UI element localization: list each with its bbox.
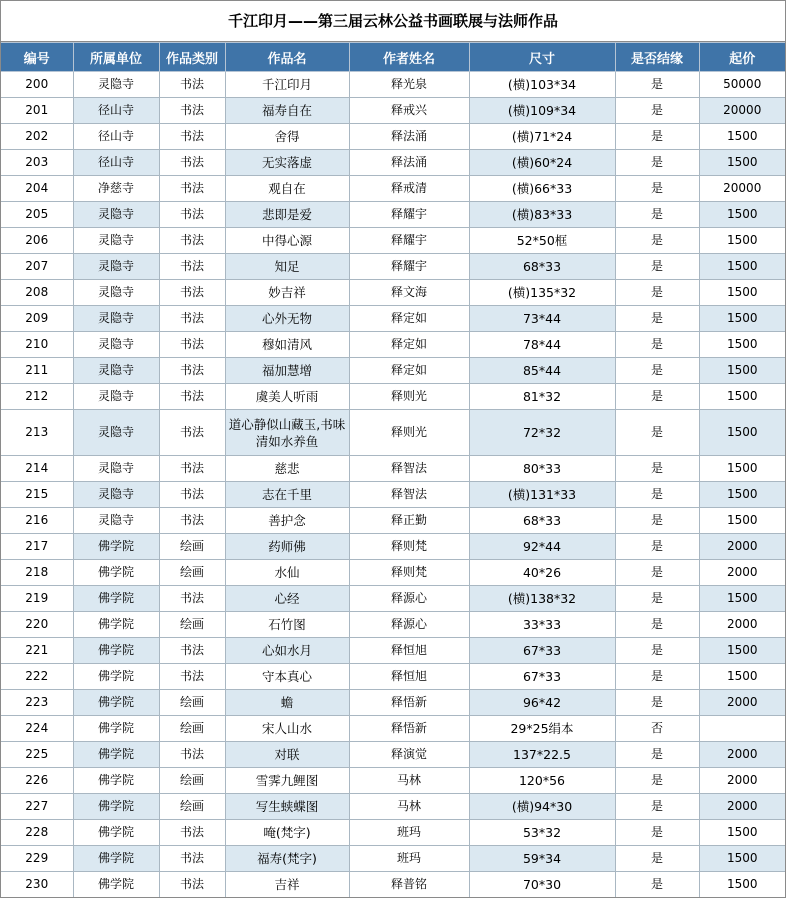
cell-author[interactable]: 释耀宇 [349, 254, 469, 280]
cell-unit[interactable]: 径山寺 [73, 98, 159, 124]
cell-price[interactable]: 1500 [699, 254, 785, 280]
cell-unit[interactable]: 灵隐寺 [73, 456, 159, 482]
cell-id[interactable]: 222 [1, 664, 73, 690]
cell-price[interactable]: 1500 [699, 872, 785, 898]
cell-price[interactable]: 1500 [699, 124, 785, 150]
cell-id[interactable]: 224 [1, 716, 73, 742]
cell-author[interactable]: 释源心 [349, 612, 469, 638]
cell-author[interactable]: 释恒旭 [349, 664, 469, 690]
table-row [1, 872, 785, 898]
cell-unit[interactable]: 灵隐寺 [73, 254, 159, 280]
cell-author[interactable]: 释耀宇 [349, 202, 469, 228]
cell-author[interactable]: 马林 [349, 794, 469, 820]
cell-yn[interactable]: 是 [615, 820, 699, 846]
column-header-price[interactable]: 起价 [699, 43, 785, 72]
cell-author[interactable]: 释正勤 [349, 508, 469, 534]
artwork-table [1, 42, 785, 898]
cell-size[interactable]: 85*44 [469, 358, 615, 384]
cell-name[interactable]: 雪霁九鲤图 [225, 768, 349, 794]
cell-yn[interactable]: 是 [615, 482, 699, 508]
cell-yn[interactable]: 是 [615, 586, 699, 612]
cell-size[interactable]: 92*44 [469, 534, 615, 560]
cell-category[interactable]: 书法 [159, 638, 225, 664]
cell-price[interactable]: 1500 [699, 384, 785, 410]
cell-id[interactable]: 204 [1, 176, 73, 202]
cell-author[interactable]: 释悟新 [349, 716, 469, 742]
cell-name[interactable]: 知足 [225, 254, 349, 280]
cell-price[interactable]: 2000 [699, 742, 785, 768]
cell-category[interactable]: 书法 [159, 228, 225, 254]
cell-price[interactable]: 1500 [699, 846, 785, 872]
cell-size[interactable]: 67*33 [469, 638, 615, 664]
cell-price[interactable]: 1500 [699, 508, 785, 534]
cell-author[interactable]: 班玛 [349, 820, 469, 846]
cell-category[interactable]: 书法 [159, 456, 225, 482]
cell-yn[interactable]: 是 [615, 742, 699, 768]
cell-id[interactable]: 216 [1, 508, 73, 534]
table-row [1, 794, 785, 820]
cell-name[interactable]: 福寿自在 [225, 98, 349, 124]
cell-name[interactable]: 穆如清风 [225, 332, 349, 358]
cell-id[interactable]: 210 [1, 332, 73, 358]
cell-price[interactable]: 1500 [699, 202, 785, 228]
cell-name[interactable]: 道心静似山藏玉,书味清如水养鱼 [225, 410, 349, 456]
cell-id[interactable]: 203 [1, 150, 73, 176]
table-row [1, 254, 785, 280]
column-header-category[interactable]: 作品类别 [159, 43, 225, 72]
cell-category[interactable]: 书法 [159, 176, 225, 202]
cell-price[interactable]: 1500 [699, 150, 785, 176]
cell-price[interactable]: 2000 [699, 768, 785, 794]
cell-yn[interactable]: 是 [615, 124, 699, 150]
cell-price[interactable]: 1500 [699, 664, 785, 690]
cell-yn[interactable]: 是 [615, 638, 699, 664]
cell-unit[interactable]: 佛学院 [73, 586, 159, 612]
cell-price[interactable]: 2000 [699, 794, 785, 820]
cell-category[interactable]: 书法 [159, 254, 225, 280]
table-row [1, 846, 785, 872]
cell-yn[interactable]: 是 [615, 560, 699, 586]
cell-size[interactable]: (横)60*24 [469, 150, 615, 176]
cell-unit[interactable]: 佛学院 [73, 794, 159, 820]
cell-size[interactable]: (横)138*32 [469, 586, 615, 612]
table-row [1, 768, 785, 794]
cell-name[interactable]: 守本真心 [225, 664, 349, 690]
table-row [1, 820, 785, 846]
cell-size[interactable]: (横)83*33 [469, 202, 615, 228]
cell-price[interactable]: 1500 [699, 280, 785, 306]
cell-name[interactable]: 宋人山水 [225, 716, 349, 742]
cell-author[interactable]: 释定如 [349, 332, 469, 358]
cell-category[interactable]: 绘画 [159, 794, 225, 820]
cell-name[interactable]: 心如水月 [225, 638, 349, 664]
cell-unit[interactable]: 径山寺 [73, 124, 159, 150]
cell-author[interactable]: 班玛 [349, 846, 469, 872]
cell-author[interactable]: 释恒旭 [349, 638, 469, 664]
cell-yn[interactable]: 是 [615, 254, 699, 280]
cell-price[interactable]: 2000 [699, 690, 785, 716]
cell-author[interactable]: 释则梵 [349, 534, 469, 560]
cell-unit[interactable]: 灵隐寺 [73, 384, 159, 410]
cell-category[interactable]: 书法 [159, 124, 225, 150]
cell-author[interactable]: 释定如 [349, 358, 469, 384]
cell-category[interactable]: 书法 [159, 664, 225, 690]
table-row [1, 664, 785, 690]
cell-unit[interactable]: 灵隐寺 [73, 202, 159, 228]
column-header-unit[interactable]: 所属单位 [73, 43, 159, 72]
cell-size[interactable]: (横)131*33 [469, 482, 615, 508]
cell-yn[interactable]: 是 [615, 872, 699, 898]
cell-unit[interactable]: 灵隐寺 [73, 410, 159, 456]
table-row [1, 742, 785, 768]
cell-category[interactable]: 绘画 [159, 612, 225, 638]
cell-price[interactable]: 1500 [699, 332, 785, 358]
cell-id[interactable]: 228 [1, 820, 73, 846]
table-row [1, 638, 785, 664]
cell-size[interactable]: 59*34 [469, 846, 615, 872]
cell-price[interactable]: 1500 [699, 410, 785, 456]
cell-id[interactable]: 225 [1, 742, 73, 768]
cell-category[interactable]: 书法 [159, 358, 225, 384]
cell-id[interactable]: 202 [1, 124, 73, 150]
cell-author[interactable]: 释普铭 [349, 872, 469, 898]
table-row [1, 560, 785, 586]
cell-id[interactable]: 205 [1, 202, 73, 228]
column-header-size[interactable]: 尺寸 [469, 43, 615, 72]
cell-unit[interactable]: 灵隐寺 [73, 306, 159, 332]
cell-category[interactable]: 绘画 [159, 534, 225, 560]
cell-unit[interactable]: 佛学院 [73, 612, 159, 638]
cell-price[interactable]: 1500 [699, 638, 785, 664]
cell-author[interactable]: 释则梵 [349, 560, 469, 586]
cell-category[interactable]: 书法 [159, 280, 225, 306]
cell-category[interactable]: 书法 [159, 872, 225, 898]
cell-price[interactable]: 50000 [699, 72, 785, 98]
cell-price[interactable]: 1500 [699, 306, 785, 332]
cell-author[interactable]: 释戒清 [349, 176, 469, 202]
cell-yn[interactable]: 是 [615, 690, 699, 716]
cell-name[interactable]: 无实落虚 [225, 150, 349, 176]
cell-author[interactable]: 释定如 [349, 306, 469, 332]
cell-id[interactable]: 211 [1, 358, 73, 384]
table-row [1, 124, 785, 150]
table-row [1, 202, 785, 228]
table-row [1, 482, 785, 508]
cell-yn[interactable]: 是 [615, 612, 699, 638]
cell-size[interactable]: (横)135*32 [469, 280, 615, 306]
cell-id[interactable]: 226 [1, 768, 73, 794]
header-row [1, 43, 785, 72]
cell-price[interactable]: 20000 [699, 98, 785, 124]
cell-yn[interactable]: 是 [615, 508, 699, 534]
table-row [1, 72, 785, 98]
cell-size[interactable]: 29*25绢本 [469, 716, 615, 742]
table-row [1, 150, 785, 176]
cell-id[interactable]: 215 [1, 482, 73, 508]
cell-category[interactable]: 书法 [159, 384, 225, 410]
cell-id[interactable]: 217 [1, 534, 73, 560]
cell-category[interactable]: 书法 [159, 482, 225, 508]
cell-name[interactable]: 吉祥 [225, 872, 349, 898]
cell-yn[interactable]: 是 [615, 384, 699, 410]
cell-author[interactable]: 释法涌 [349, 124, 469, 150]
cell-category[interactable]: 书法 [159, 742, 225, 768]
cell-author[interactable]: 释则光 [349, 384, 469, 410]
cell-category[interactable]: 书法 [159, 306, 225, 332]
cell-author[interactable]: 释戒兴 [349, 98, 469, 124]
cell-yn[interactable]: 是 [615, 768, 699, 794]
cell-unit[interactable]: 佛学院 [73, 534, 159, 560]
cell-unit[interactable]: 净慈寺 [73, 176, 159, 202]
cell-size[interactable]: 33*33 [469, 612, 615, 638]
table-row [1, 534, 785, 560]
cell-price[interactable]: 2000 [699, 534, 785, 560]
cell-price[interactable]: 1500 [699, 228, 785, 254]
cell-name[interactable]: 心外无物 [225, 306, 349, 332]
cell-size[interactable]: (横)94*30 [469, 794, 615, 820]
cell-author[interactable]: 释智法 [349, 482, 469, 508]
cell-yn[interactable]: 是 [615, 98, 699, 124]
column-header-yn[interactable]: 是否结缘 [615, 43, 699, 72]
table-row [1, 306, 785, 332]
cell-price[interactable]: 1500 [699, 456, 785, 482]
cell-name[interactable]: 悲即是爱 [225, 202, 349, 228]
cell-unit[interactable]: 灵隐寺 [73, 228, 159, 254]
cell-yn[interactable]: 是 [615, 228, 699, 254]
cell-name[interactable]: 福寿(梵字) [225, 846, 349, 872]
cell-size[interactable]: (横)103*34 [469, 72, 615, 98]
table-row [1, 508, 785, 534]
cell-yn[interactable]: 是 [615, 534, 699, 560]
cell-id[interactable]: 206 [1, 228, 73, 254]
cell-yn[interactable]: 是 [615, 202, 699, 228]
cell-author[interactable]: 释智法 [349, 456, 469, 482]
column-header-id[interactable]: 编号 [1, 43, 73, 72]
cell-id[interactable]: 219 [1, 586, 73, 612]
cell-id[interactable]: 200 [1, 72, 73, 98]
cell-yn[interactable]: 是 [615, 846, 699, 872]
cell-id[interactable]: 227 [1, 794, 73, 820]
cell-unit[interactable]: 佛学院 [73, 638, 159, 664]
table-row [1, 716, 785, 742]
cell-price[interactable]: 2000 [699, 612, 785, 638]
cell-price[interactable]: 1500 [699, 586, 785, 612]
cell-author[interactable]: 释悟新 [349, 690, 469, 716]
cell-name[interactable]: 对联 [225, 742, 349, 768]
cell-unit[interactable]: 佛学院 [73, 560, 159, 586]
cell-size[interactable]: 78*44 [469, 332, 615, 358]
cell-name[interactable]: 写生蛱蝶图 [225, 794, 349, 820]
cell-name[interactable]: 水仙 [225, 560, 349, 586]
column-header-name[interactable]: 作品名 [225, 43, 349, 72]
cell-id[interactable]: 218 [1, 560, 73, 586]
cell-author[interactable]: 释光泉 [349, 72, 469, 98]
cell-name[interactable]: 福加慧增 [225, 358, 349, 384]
cell-size[interactable]: (横)71*24 [469, 124, 615, 150]
cell-price[interactable]: 1500 [699, 482, 785, 508]
cell-size[interactable]: 73*44 [469, 306, 615, 332]
cell-author[interactable]: 释文海 [349, 280, 469, 306]
cell-unit[interactable]: 径山寺 [73, 150, 159, 176]
cell-yn[interactable]: 是 [615, 280, 699, 306]
cell-name[interactable]: 心经 [225, 586, 349, 612]
cell-unit[interactable]: 佛学院 [73, 716, 159, 742]
cell-size[interactable]: 52*50框 [469, 228, 615, 254]
cell-name[interactable]: 蟾 [225, 690, 349, 716]
cell-yn[interactable]: 是 [615, 332, 699, 358]
cell-id[interactable]: 208 [1, 280, 73, 306]
table-row [1, 586, 785, 612]
cell-name[interactable]: 妙吉祥 [225, 280, 349, 306]
cell-unit[interactable]: 佛学院 [73, 872, 159, 898]
cell-category[interactable]: 书法 [159, 410, 225, 456]
cell-size[interactable]: (横)66*33 [469, 176, 615, 202]
cell-author[interactable]: 释源心 [349, 586, 469, 612]
column-header-author[interactable]: 作者姓名 [349, 43, 469, 72]
cell-category[interactable]: 书法 [159, 72, 225, 98]
cell-size[interactable]: 68*33 [469, 254, 615, 280]
cell-author[interactable]: 释耀宇 [349, 228, 469, 254]
cell-yn[interactable]: 否 [615, 716, 699, 742]
cell-yn[interactable]: 是 [615, 664, 699, 690]
cell-unit[interactable]: 佛学院 [73, 846, 159, 872]
cell-category[interactable]: 书法 [159, 202, 225, 228]
cell-category[interactable]: 书法 [159, 820, 225, 846]
cell-id[interactable]: 207 [1, 254, 73, 280]
cell-size[interactable]: 120*56 [469, 768, 615, 794]
table-row [1, 280, 785, 306]
cell-unit[interactable]: 灵隐寺 [73, 508, 159, 534]
cell-name[interactable]: 观自在 [225, 176, 349, 202]
table-row [1, 98, 785, 124]
cell-yn[interactable]: 是 [615, 176, 699, 202]
cell-unit[interactable]: 佛学院 [73, 768, 159, 794]
table-row [1, 358, 785, 384]
table-row [1, 456, 785, 482]
cell-unit[interactable]: 佛学院 [73, 820, 159, 846]
cell-unit[interactable]: 灵隐寺 [73, 280, 159, 306]
cell-unit[interactable]: 灵隐寺 [73, 72, 159, 98]
cell-size[interactable]: 70*30 [469, 872, 615, 898]
cell-unit[interactable]: 灵隐寺 [73, 358, 159, 384]
cell-name[interactable]: 唵(梵字) [225, 820, 349, 846]
cell-category[interactable]: 书法 [159, 98, 225, 124]
page-title: 千江印月——第三届云林公益书画联展与法师作品 [1, 1, 785, 42]
cell-name[interactable]: 虞美人听雨 [225, 384, 349, 410]
cell-size[interactable]: (横)109*34 [469, 98, 615, 124]
cell-category[interactable]: 绘画 [159, 768, 225, 794]
cell-category[interactable]: 书法 [159, 508, 225, 534]
cell-size[interactable]: 81*32 [469, 384, 615, 410]
cell-price[interactable]: 1500 [699, 820, 785, 846]
cell-category[interactable]: 书法 [159, 150, 225, 176]
table-row [1, 228, 785, 254]
cell-size[interactable]: 137*22.5 [469, 742, 615, 768]
cell-size[interactable]: 53*32 [469, 820, 615, 846]
cell-name[interactable]: 千江印月 [225, 72, 349, 98]
table-row [1, 612, 785, 638]
cell-price[interactable]: 1500 [699, 358, 785, 384]
cell-unit[interactable]: 佛学院 [73, 742, 159, 768]
cell-name[interactable]: 慈悲 [225, 456, 349, 482]
cell-author[interactable]: 释则光 [349, 410, 469, 456]
cell-size[interactable]: 72*32 [469, 410, 615, 456]
cell-author[interactable]: 释法涌 [349, 150, 469, 176]
table-row [1, 332, 785, 358]
cell-size[interactable]: 96*42 [469, 690, 615, 716]
cell-id[interactable]: 230 [1, 872, 73, 898]
cell-id[interactable]: 212 [1, 384, 73, 410]
cell-size[interactable]: 67*33 [469, 664, 615, 690]
cell-id[interactable]: 213 [1, 410, 73, 456]
cell-id[interactable]: 201 [1, 98, 73, 124]
cell-yn[interactable]: 是 [615, 358, 699, 384]
cell-unit[interactable]: 灵隐寺 [73, 482, 159, 508]
cell-yn[interactable]: 是 [615, 410, 699, 456]
cell-unit[interactable]: 佛学院 [73, 664, 159, 690]
table-row [1, 410, 785, 456]
cell-price[interactable] [699, 716, 785, 742]
cell-price[interactable]: 20000 [699, 176, 785, 202]
cell-unit[interactable]: 灵隐寺 [73, 332, 159, 358]
cell-yn[interactable]: 是 [615, 456, 699, 482]
cell-id[interactable]: 229 [1, 846, 73, 872]
cell-size[interactable]: 80*33 [469, 456, 615, 482]
cell-category[interactable]: 书法 [159, 846, 225, 872]
cell-id[interactable]: 214 [1, 456, 73, 482]
cell-category[interactable]: 绘画 [159, 560, 225, 586]
cell-name[interactable]: 志在千里 [225, 482, 349, 508]
cell-category[interactable]: 绘画 [159, 716, 225, 742]
cell-id[interactable]: 221 [1, 638, 73, 664]
cell-name[interactable]: 中得心源 [225, 228, 349, 254]
cell-price[interactable]: 2000 [699, 560, 785, 586]
cell-category[interactable]: 书法 [159, 586, 225, 612]
table-row [1, 384, 785, 410]
cell-name[interactable]: 石竹图 [225, 612, 349, 638]
cell-author[interactable]: 释演觉 [349, 742, 469, 768]
cell-name[interactable]: 善护念 [225, 508, 349, 534]
cell-yn[interactable]: 是 [615, 150, 699, 176]
cell-unit[interactable]: 佛学院 [73, 690, 159, 716]
table-row [1, 176, 785, 202]
cell-id[interactable]: 209 [1, 306, 73, 332]
cell-yn[interactable]: 是 [615, 306, 699, 332]
cell-yn[interactable]: 是 [615, 72, 699, 98]
cell-name[interactable]: 舍得 [225, 124, 349, 150]
table-row [1, 690, 785, 716]
cell-size[interactable]: 40*26 [469, 560, 615, 586]
cell-category[interactable]: 书法 [159, 332, 225, 358]
cell-category[interactable]: 绘画 [159, 690, 225, 716]
cell-size[interactable]: 68*33 [469, 508, 615, 534]
cell-id[interactable]: 220 [1, 612, 73, 638]
cell-name[interactable]: 药师佛 [225, 534, 349, 560]
cell-id[interactable]: 223 [1, 690, 73, 716]
cell-yn[interactable]: 是 [615, 794, 699, 820]
cell-author[interactable]: 马林 [349, 768, 469, 794]
